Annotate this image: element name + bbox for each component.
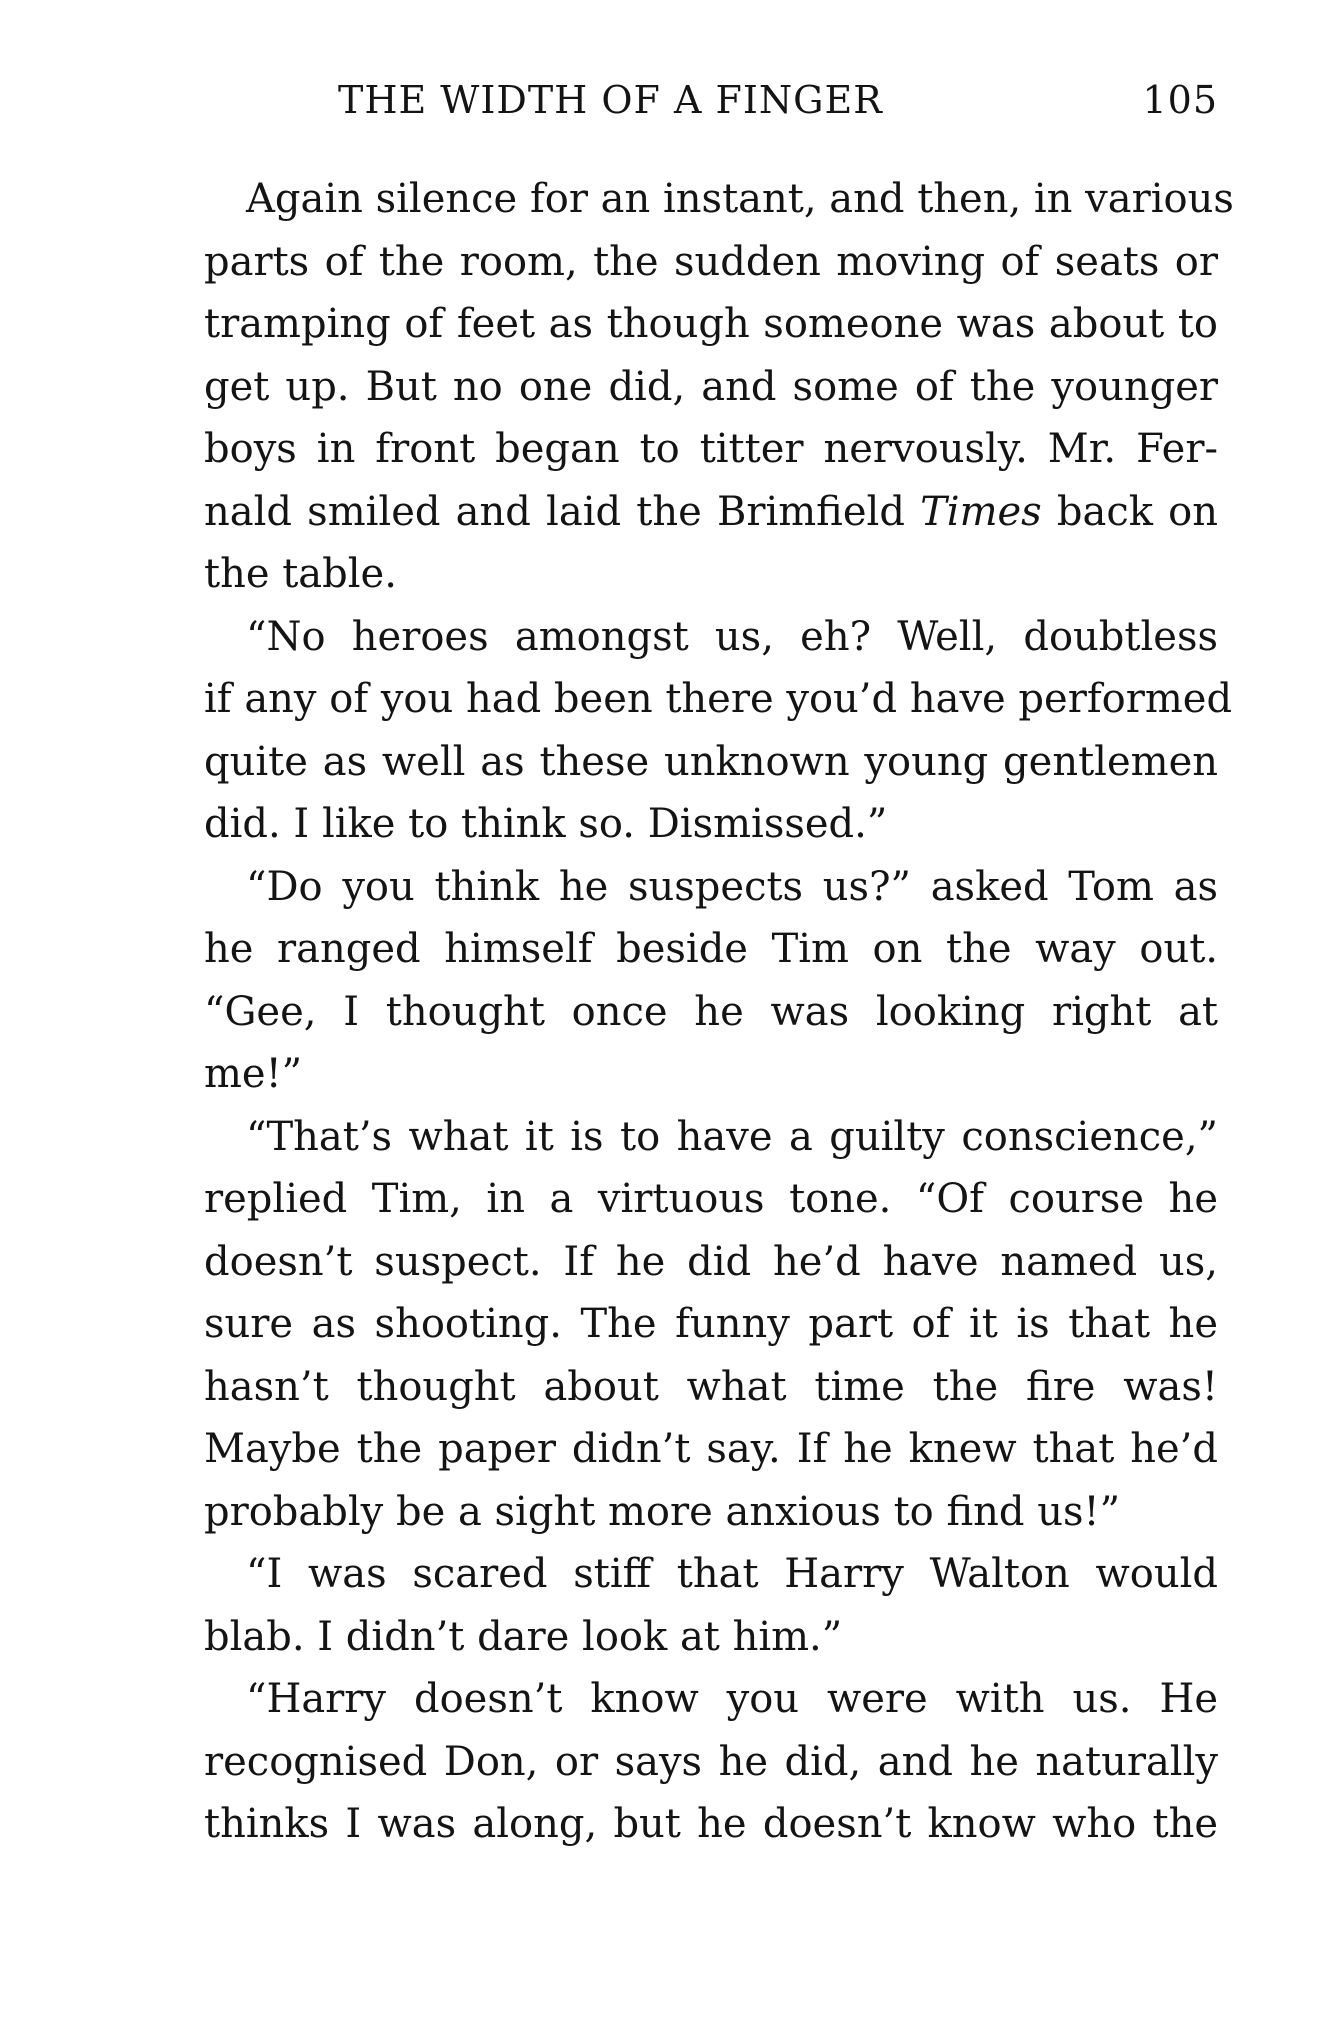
text-line: “Do you think he suspects us?” asked Tom as: [246, 863, 1218, 910]
text-line: “I was scared stiff that Harry Walton would: [246, 1551, 1218, 1597]
text-line: “That’s what it is to have a guilty conscience,”: [246, 1113, 1218, 1160]
text-line: Maybe the paper didn’t say. If he knew that he’d: [204, 1426, 1218, 1472]
text-line: if any of you had been there you’d have performed: [204, 676, 1233, 722]
text-line: “Harry doesn’t know you were with us. He: [246, 1676, 1218, 1722]
text-line: doesn’t suspect. If he did he’d have named us,: [204, 1238, 1218, 1285]
text-line: recognised Don, or says he did, and he naturally: [204, 1738, 1218, 1785]
paragraph-5: [162, 1543, 1218, 1668]
text-line: the table.: [204, 551, 397, 597]
text-line: tramping of feet as though someone was about to: [204, 301, 1218, 347]
paragraph-1: [162, 168, 1234, 606]
running-title: THE WIDTH OF A FINGER: [338, 78, 883, 122]
text-line: get up. But no one did, and some of the younger: [204, 363, 1218, 410]
text-line: “No heroes amongst us, eh? Well, doubtless: [246, 613, 1218, 660]
text-line: did. I like to think so. Dismissed.”: [204, 801, 888, 847]
text-line: replied Tim, in a virtuous tone. “Of course he: [204, 1176, 1218, 1222]
paragraph-2: [162, 606, 1233, 856]
text-line: quite as well as these unknown young gentlemen: [204, 738, 1218, 785]
text-line-italic-title: nald smiled and laid the Brimfield Times back on: [204, 488, 1218, 535]
paragraph-3: [162, 856, 1218, 1106]
text-line: parts of the room, the sudden moving of seats or: [204, 238, 1218, 285]
body-text: [162, 168, 1234, 1856]
text-line: boys in front began to titter nervously. Mr. Fer-: [204, 426, 1218, 472]
text-line: “Gee, I thought once he was looking right at: [204, 988, 1218, 1035]
page-number: 105: [1142, 78, 1218, 122]
text-line: thinks I was along, but he doesn’t know who the: [204, 1801, 1218, 1847]
italic-title: Times: [920, 488, 1042, 535]
text-line: me!”: [204, 1051, 303, 1097]
page-header: [338, 78, 1218, 138]
text-line: hasn’t thought about what time the fire was!: [204, 1363, 1218, 1410]
text-line: Again silence for an instant, and then, in various: [246, 176, 1234, 222]
paragraph-6: [162, 1668, 1218, 1856]
text-line: blab. I didn’t dare look at him.”: [204, 1613, 843, 1660]
paragraph-4: [162, 1106, 1218, 1544]
text-line: probably be a sight more anxious to find us!”: [204, 1488, 1121, 1535]
text-line: sure as shooting. The funny part of it is that he: [204, 1301, 1218, 1347]
text-line: he ranged himself beside Tim on the way out.: [204, 926, 1218, 972]
